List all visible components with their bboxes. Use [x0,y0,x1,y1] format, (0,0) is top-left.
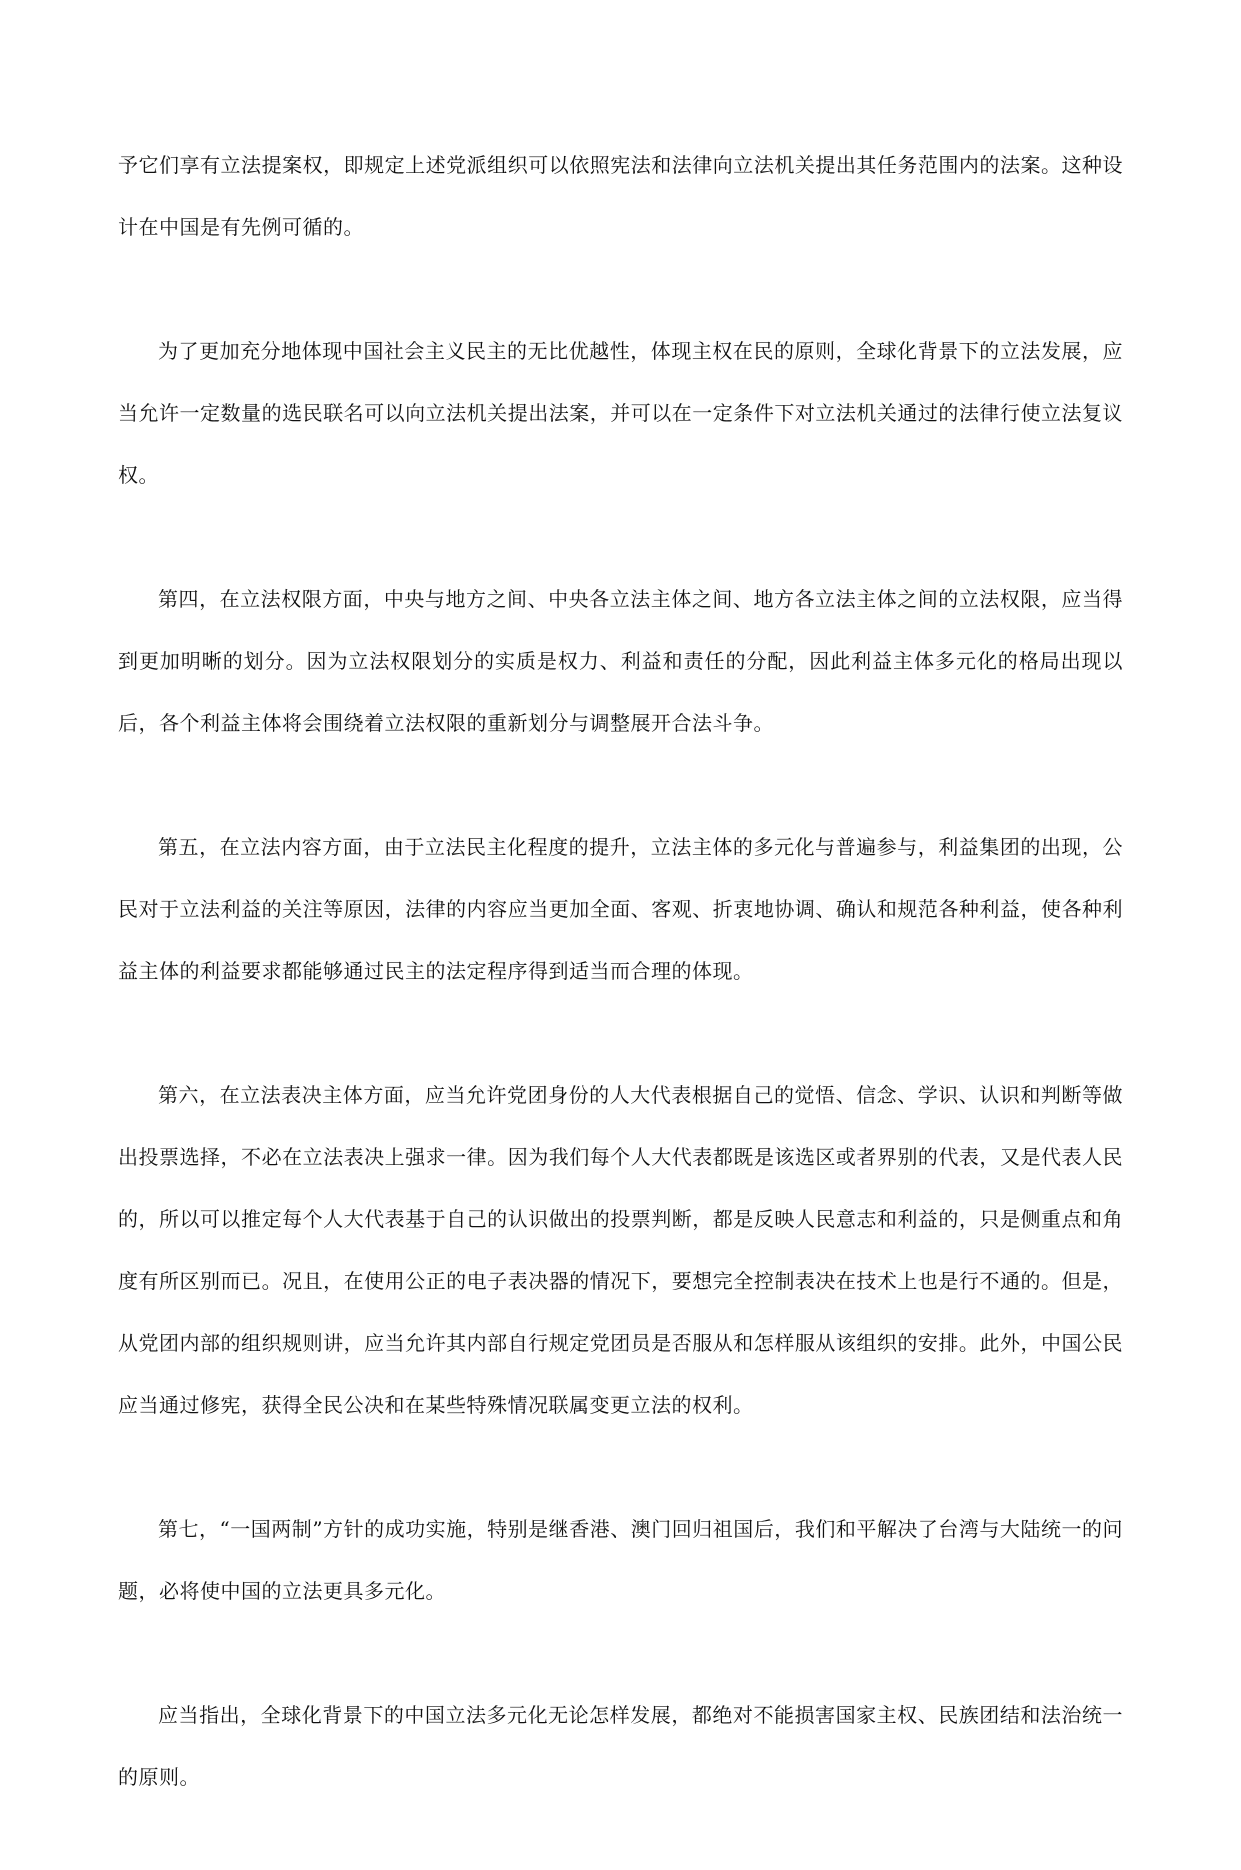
paragraph-6: 第七，“一国两制”方针的成功实施，特别是继香港、澳门回归祖国后，我们和平解决了台湾与大陆统一的问题，必将使中国的立法更具多元化。 [118,1517,1123,1603]
document-body [118,134,1123,1870]
paragraph-1: 予它们享有立法提案权，即规定上述党派组织可以依照宪法和法律向立法机关提出其任务范围内的法案。这种设计在中国是有先例可循的。 [118,153,1123,239]
paragraph-7: 应当指出，全球化背景下的中国立法多元化无论怎样发展，都绝对不能损害国家主权、民族团结和法治统一的原则。 [118,1703,1123,1789]
paragraph-3: 第四，在立法权限方面，中央与地方之间、中央各立法主体之间、地方各立法主体之间的立法权限，应当得到更加明晰的划分。因为立法权限划分的实质是权力、利益和责任的分配，因此利益主体多元化的格局出现以后，各个利益主体将会围绕着立法权限的重新划分与调整展开合法斗争。 [118,587,1123,735]
paragraph-5: 第六，在立法表决主体方面，应当允许党团身份的人大代表根据自己的觉悟、信念、学识、认识和判断等做出投票选择，不必在立法表决上强求一律。因为我们每个人大代表都既是该选区或者界别的代表，又是代表人民的，所以可以推定每个人大代表基于自己的认识做出的投票判断，都是反映人民意志和利益的，只是侧重点和角度有所区别而已。况且，在使用公正的电子表决器的情况下，要想完全控制表决在技术上也是行不通的。但是，从党团内部的组织规则讲，应当允许其内部自行规定党团员是否服从和怎样服从该组织的安排。此外，中国公民应当通过修宪，获得全民公决和在某些特殊情况联属变更立法的权利。 [118,1083,1123,1417]
paragraph-2: 为了更加充分地体现中国社会主义民主的无比优越性，体现主权在民的原则，全球化背景下的立法发展，应当允许一定数量的选民联名可以向立法机关提出法案，并可以在一定条件下对立法机关通过的法律行使立法复议权。 [118,339,1123,487]
paragraph-4: 第五，在立法内容方面，由于立法民主化程度的提升，立法主体的多元化与普遍参与，利益集团的出现，公民对于立法利益的关注等原因，法律的内容应当更加全面、客观、折衷地协调、确认和规范各种利益，使各种利益主体的利益要求都能够通过民主的法定程序得到适当而合理的体现。 [118,835,1123,983]
